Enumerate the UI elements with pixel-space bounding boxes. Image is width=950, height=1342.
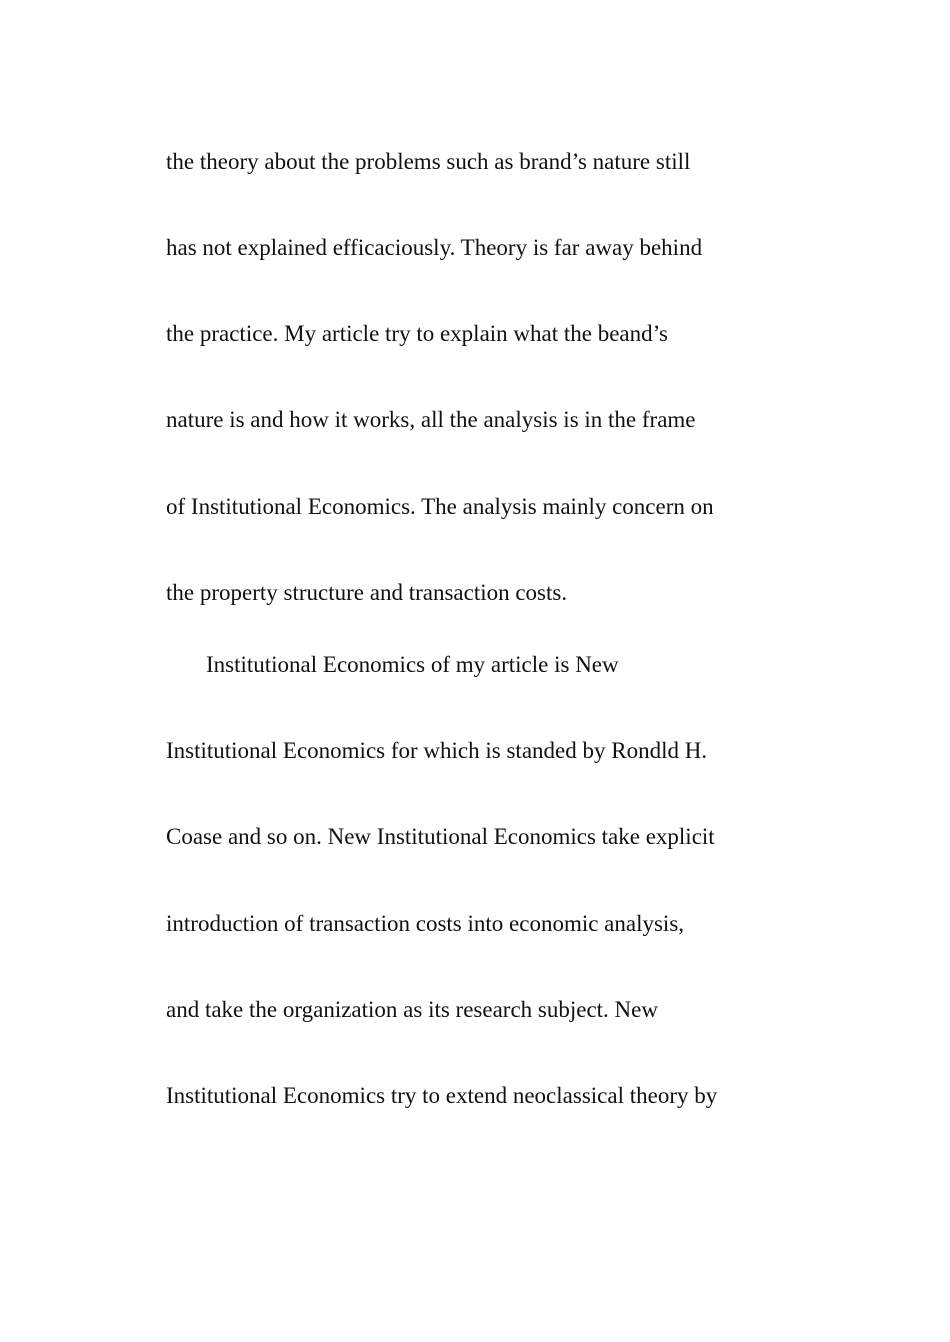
- text-line: Coase and so on. New Institutional Economics take explicit: [166, 824, 715, 849]
- text-line: the theory about the problems such as brand’s nature still: [166, 149, 691, 174]
- text-line: the practice. My article try to explain what the beand’s: [166, 321, 668, 346]
- text-line: and take the organization as its research subject. New: [166, 997, 658, 1022]
- text-line: nature is and how it works, all the analysis is in the frame: [166, 407, 696, 432]
- text-line-indented: Institutional Economics of my article is New: [206, 652, 619, 677]
- text-line: has not explained efficaciously. Theory is far away behind: [166, 235, 703, 260]
- text-line: Institutional Economics try to extend neoclassical theory by: [166, 1083, 718, 1108]
- text-line: of Institutional Economics. The analysis mainly concern on: [166, 494, 714, 519]
- text-line: Institutional Economics for which is standed by Rondld H.: [166, 738, 708, 763]
- text-line: introduction of transaction costs into economic analysis,: [166, 911, 685, 936]
- text-line: the property structure and transaction costs.: [166, 580, 568, 605]
